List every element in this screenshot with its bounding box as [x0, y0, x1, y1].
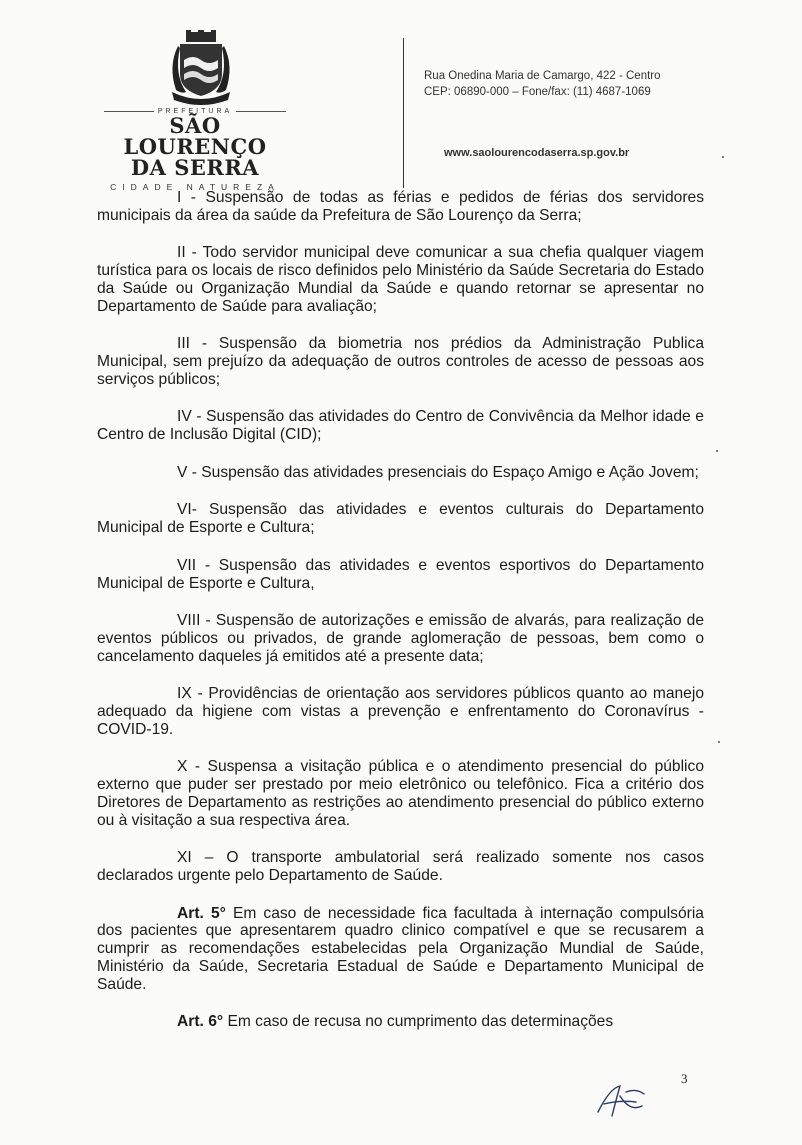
paragraph [97, 464, 704, 482]
document-body [97, 189, 704, 1051]
article-paragraph [97, 905, 704, 994]
address-block [424, 68, 661, 100]
divider [236, 111, 286, 112]
paragraph-text: III - Suspensão da biometria nos prédios da Administração Publica Municipal, sem prejuízo da adequação de outros controles de acesso de pessoas aos serviços públicos; [97, 335, 704, 388]
paragraph [97, 189, 704, 224]
coat-of-arms-icon [166, 30, 236, 106]
paragraph [97, 244, 704, 315]
article-label: Art. 6° [177, 1013, 224, 1031]
paragraph [97, 335, 704, 388]
city-name-line2: DA SERRA [130, 155, 260, 180]
paragraph-text: V - Suspensão das atividades presenciais do Espaço Amigo e Ação Jovem; [177, 463, 699, 481]
scan-speck [722, 156, 724, 158]
paragraph-text: XI – O transporte ambulatorial será realizado somente nos casos declarados urgente pelo Departamento de Saúde. [97, 849, 704, 884]
paragraph [97, 849, 704, 884]
paragraph [97, 685, 704, 738]
prefeitura-label: PREFEITURA [157, 108, 233, 115]
website-link[interactable]: www.saolourencodaserra.sp.gov.br [444, 147, 630, 159]
paragraph [97, 557, 704, 592]
paragraph-text: VII - Suspensão das atividades e eventos esportivos do Departamento Municipal de Esporte e Cultura, [97, 556, 704, 592]
municipality-logo [100, 30, 300, 192]
scan-speck [718, 741, 720, 743]
contact-line: CEP: 06890-000 – Fone/fax: (11) 4687-1069 [424, 86, 651, 98]
divider [104, 111, 154, 112]
paragraph-text: Em caso de necessidade fica facultada à internação compulsória dos pacientes que apresentarem quadro clinico compatível e que se recusarem a cumprir as recomendações estabelecidas pela Organização Mundial de Saúde, Ministério da Saúde, Secretaria Estadual de Saúde e Departamento Municipal de Saúde. [97, 904, 704, 993]
paragraph-text: I - Suspensão de todas as férias e pedidos de férias dos servidores municipais da área da saúde da Prefeitura de São Lourenço da Serra; [97, 189, 704, 224]
scan-speck [716, 450, 718, 452]
signature-initials [590, 1082, 650, 1122]
paragraph-text: II - Todo servidor municipal deve comunicar a sua chefia qualquer viagem turística para os locais de risco definidos pelo Ministério da Saúde Secretaria do Estado da Saúde ou Organização Mundial da Saúde e quando retornar se apresentar no Departamento de Saúde para avaliação; [97, 244, 704, 315]
paragraph-text: X - Suspensa a visitação pública e o atendimento presencial do público externo que puder ser prestado por meio eletrônico ou telefônico. Fica a critério dos Diretores de Departamento as restrições ao atendimento presencial do público externo ou à visitação a sua respectiva área. [97, 758, 704, 829]
paragraph-text: VIII - Suspensão de autorizações e emissão de alvarás, para realização de eventos públicos ou privados, de grande aglomeração de pessoas, bem como o cancelamento daqueles já emitidos até a presente data; [97, 612, 704, 665]
paragraph-text: IV - Suspensão das atividades do Centro de Convivência da Melhor idade e Centro de Inclusão Digital (CID); [97, 408, 704, 444]
page-number: 3 [681, 1071, 688, 1086]
address-line: Rua Onedina Maria de Camargo, 422 - Centro [424, 70, 661, 82]
article-label: Art. 5° [177, 904, 226, 922]
article-paragraph [97, 1013, 704, 1031]
paragraph [97, 758, 704, 829]
city-name-line1: SÃO LOURENÇO [123, 113, 267, 159]
paragraph-text: VI- Suspensão das atividades e eventos culturais do Departamento Municipal de Esporte e Cultura; [97, 501, 704, 537]
tagline: CIDADE NATUREZA [110, 182, 280, 192]
header-divider [403, 38, 404, 188]
paragraph-text: Em caso de recusa no cumprimento das determinações [223, 1013, 614, 1031]
paragraph [97, 501, 704, 536]
paragraph [97, 612, 704, 665]
paragraph-text: IX - Providências de orientação aos servidores públicos quanto ao manejo adequado da higiene com vistas a prevenção e enfrentamento do Coronavírus - COVID-19. [97, 685, 704, 738]
paragraph [97, 408, 704, 443]
